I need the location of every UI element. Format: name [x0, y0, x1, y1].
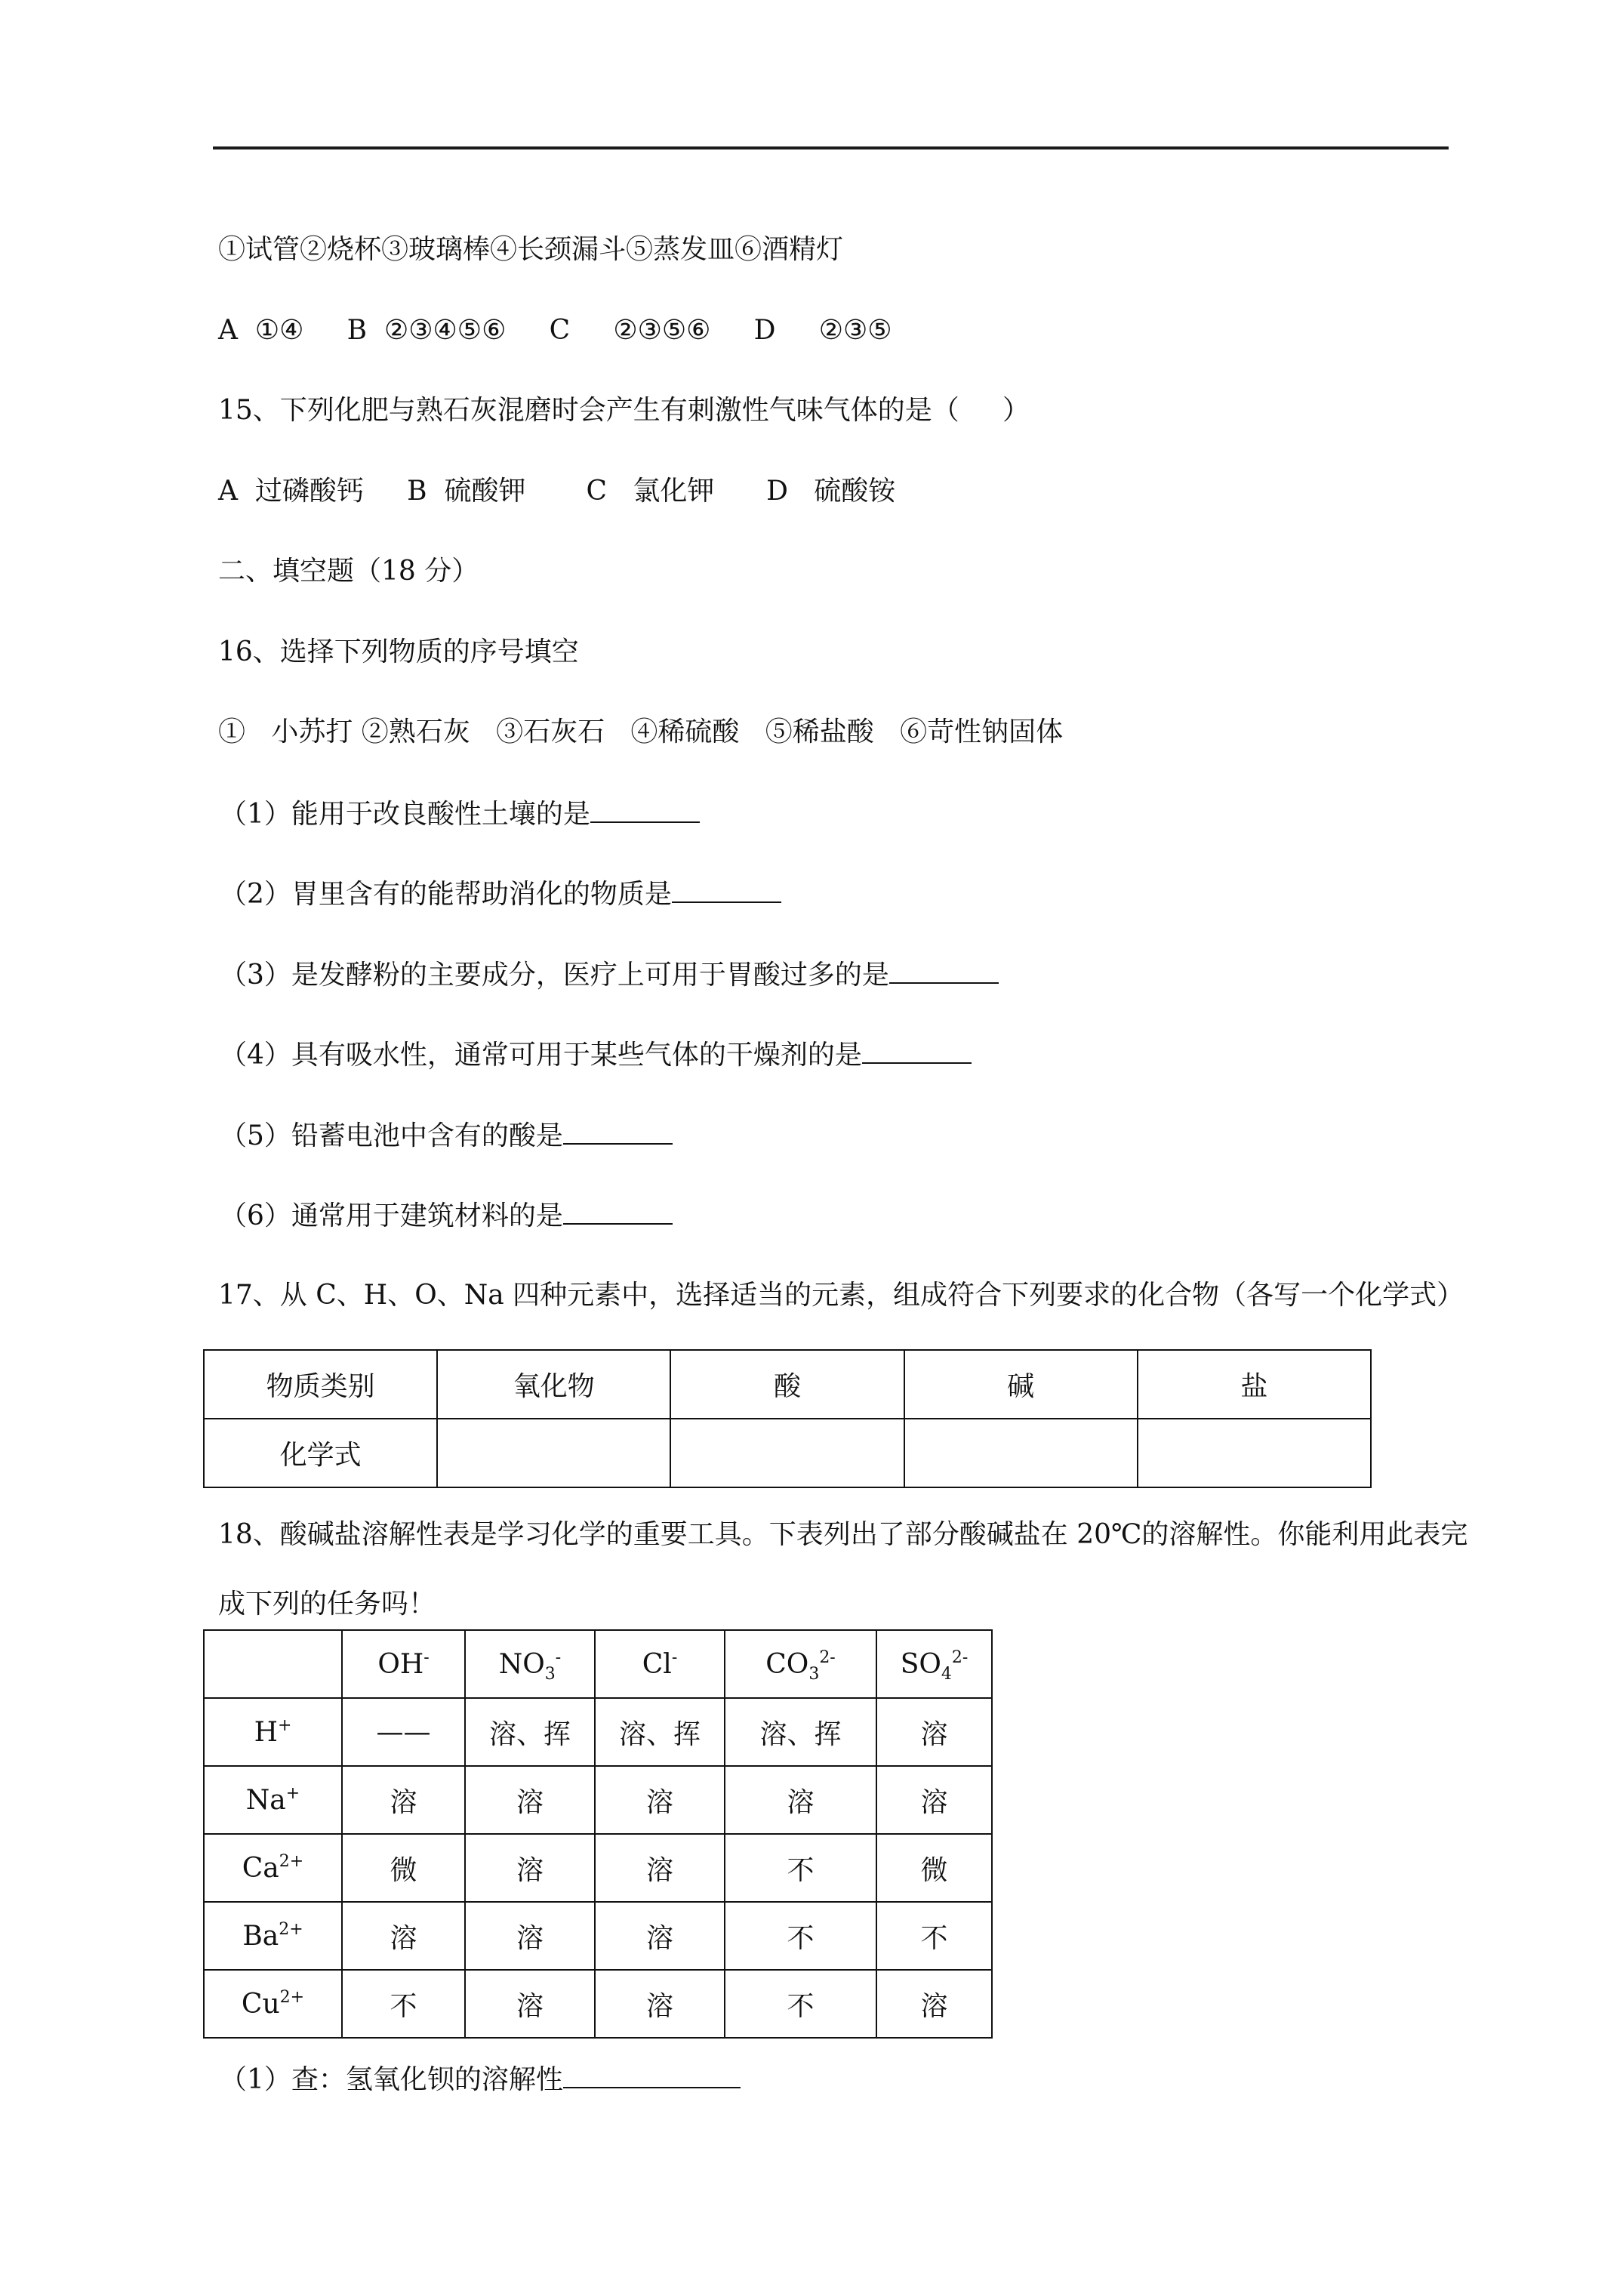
header-cell: 碱: [904, 1350, 1138, 1419]
answer-cell[interactable]: [1138, 1419, 1371, 1487]
answer-cell[interactable]: [670, 1419, 904, 1487]
solubility-table: [203, 1629, 993, 2039]
cation-header: H+: [204, 1698, 342, 1766]
solubility-cell: 溶: [465, 1970, 595, 2038]
cation-header: $Ba^{2+}$: [204, 1902, 342, 1970]
cation-header: Na+: [204, 1766, 342, 1834]
answer-blank[interactable]: [563, 2060, 741, 2088]
q18-sub-1: [220, 2060, 741, 2099]
section-title: 二、填空题（18 分）: [218, 556, 479, 587]
q17-table: [203, 1349, 1372, 1488]
header-rule: [213, 146, 1449, 149]
answer-blank[interactable]: [862, 1035, 972, 1064]
solubility-cell: 溶: [465, 1834, 595, 1902]
solubility-cell: 溶、挥: [465, 1698, 595, 1766]
anion-header: Cl-: [595, 1630, 725, 1698]
q16-sub-4-text: （4）具有吸水性，通常可用于某些气体的干燥剂的是: [220, 1040, 862, 1071]
solubility-cell: 不: [876, 1902, 992, 1970]
solubility-cell: 溶: [876, 1766, 992, 1834]
header-cell: 酸: [670, 1350, 904, 1419]
solubility-cell: 溶: [465, 1902, 595, 1970]
answer-blank[interactable]: [590, 794, 700, 823]
cation-header: $Ca^{2+}$: [204, 1834, 342, 1902]
q16-sub-2: [220, 874, 781, 914]
q16-sub-1-text: （1）能用于改良酸性土壤的是: [220, 799, 590, 830]
q15-options: A 过磷酸钙 B 硫酸钾 C 氯化钾 D 硫酸铵: [218, 476, 896, 507]
answer-blank[interactable]: [889, 955, 999, 984]
anion-header: $SO_4^{2-}$: [876, 1630, 992, 1698]
q16-sub-5: [220, 1116, 673, 1155]
answer-cell[interactable]: [904, 1419, 1138, 1487]
table-row: [204, 1419, 1371, 1487]
solubility-cell: 不: [725, 1834, 876, 1902]
answer-cell[interactable]: [437, 1419, 670, 1487]
anion-header: OH-: [342, 1630, 465, 1698]
solubility-cell: 溶: [876, 1970, 992, 2038]
q16-sub-6-text: （6）通常用于建筑材料的是: [220, 1200, 563, 1231]
q14-options: A ①④ B ②③④⑤⑥ C ②③⑤⑥ D ②③⑤: [218, 315, 892, 346]
header-cell: 盐: [1138, 1350, 1371, 1419]
table-row: [204, 1834, 992, 1902]
answer-blank[interactable]: [563, 1196, 673, 1225]
solubility-cell: 微: [342, 1834, 465, 1902]
q15-stem: 15、下列化肥与熟石灰混磨时会产生有刺激性气味气体的是（ ）: [218, 395, 1030, 426]
solubility-cell: 溶: [876, 1698, 992, 1766]
table-row: [204, 1630, 992, 1698]
solubility-cell: 溶: [595, 1766, 725, 1834]
solubility-cell: 溶、挥: [725, 1698, 876, 1766]
q16-sub-3: [220, 955, 999, 994]
q18-stem-1: 18、酸碱盐溶解性表是学习化学的重要工具。下表列出了部分酸碱盐在 20℃的溶解性。你能利用此表完: [218, 1519, 1468, 1550]
solubility-cell: 溶: [465, 1766, 595, 1834]
q14-items: ①试管②烧杯③玻璃棒④长颈漏斗⑤蒸发皿⑥酒精灯: [218, 234, 844, 265]
table-row: [204, 1902, 992, 1970]
q16-sub-4: [220, 1035, 972, 1074]
solubility-cell: 不: [342, 1970, 465, 2038]
solubility-cell: 溶: [342, 1902, 465, 1970]
solubility-cell: 微: [876, 1834, 992, 1902]
q16-substances: ① 小苏打 ②熟石灰 ③石灰石 ④稀硫酸 ⑤稀盐酸 ⑥苛性钠固体: [218, 717, 1064, 747]
table-row: [204, 1970, 992, 2038]
q17-stem: 17、从 C、H、O、Na 四种元素中，选择适当的元素，组成符合下列要求的化合物（各写一个化学式）: [218, 1280, 1464, 1311]
answer-blank[interactable]: [563, 1116, 673, 1145]
anion-header: $NO_3^-$: [465, 1630, 595, 1698]
solubility-cell: 溶: [595, 1970, 725, 2038]
solubility-cell: 溶: [595, 1902, 725, 1970]
solubility-cell: 溶: [342, 1766, 465, 1834]
header-cell: 物质类别: [204, 1350, 437, 1419]
anion-header: $CO_3^{2-}$: [725, 1630, 876, 1698]
row-label: 化学式: [204, 1419, 437, 1487]
solubility-cell: 溶: [595, 1834, 725, 1902]
table-row: [204, 1698, 992, 1766]
q16-stem: 16、选择下列物质的序号填空: [218, 636, 579, 667]
header-cell: 氧化物: [437, 1350, 670, 1419]
q16-sub-3-text: （3）是发酵粉的主要成分，医疗上可用于胃酸过多的是: [220, 960, 889, 991]
table-row: [204, 1350, 1371, 1419]
q18-stem-2: 成下列的任务吗！: [218, 1589, 436, 1620]
solubility-cell: 溶、挥: [595, 1698, 725, 1766]
q16-sub-1: [220, 794, 700, 834]
q16-sub-5-text: （5）铅蓄电池中含有的酸是: [220, 1120, 563, 1151]
table-row: [204, 1766, 992, 1834]
solubility-cell: ——: [342, 1698, 465, 1766]
answer-blank[interactable]: [672, 874, 781, 903]
solubility-cell: 溶: [725, 1766, 876, 1834]
cation-header: $Cu^{2+}$: [204, 1970, 342, 2038]
q16-sub-6: [220, 1196, 673, 1235]
corner-cell: [204, 1630, 342, 1698]
q18-sub-1-text: （1）查：氢氧化钡的溶解性: [220, 2064, 563, 2095]
q16-sub-2-text: （2）胃里含有的能帮助消化的物质是: [220, 879, 672, 910]
solubility-cell: 不: [725, 1970, 876, 2038]
solubility-cell: 不: [725, 1902, 876, 1970]
